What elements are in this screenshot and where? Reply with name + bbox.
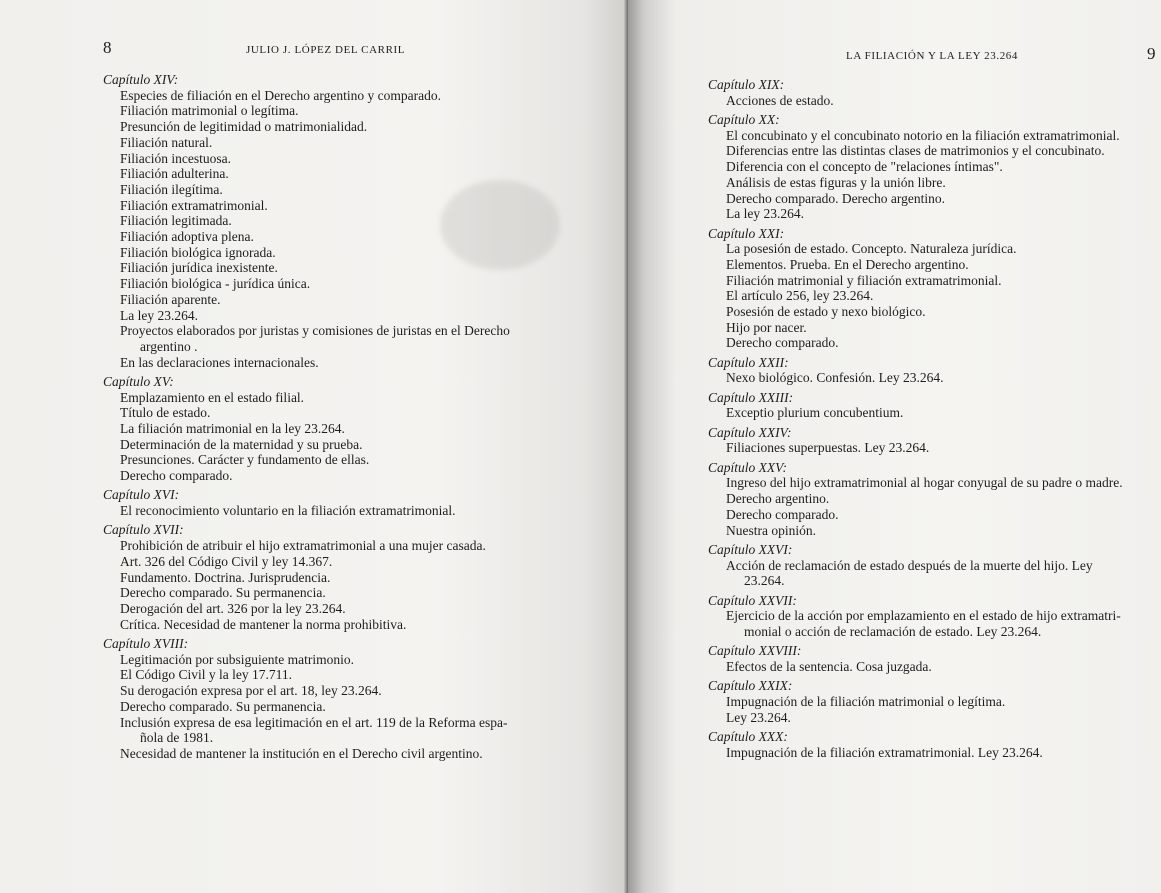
chapter-item: Necesidad de mantener la institución en el Derecho civil argentino.: [120, 745, 483, 761]
chapter-item: El reconocimiento voluntario en la filiación extramatrimonial.: [120, 503, 456, 519]
chapter-entry: [708, 390, 1160, 421]
chapter-title: Capítulo XXVI:: [708, 541, 793, 557]
chapter-item: Presunción de legitimidad o matrimonialidad.: [120, 119, 368, 135]
chapter-title: Capítulo XIV:: [103, 72, 179, 87]
chapter-title: Capítulo XVI:: [103, 487, 180, 503]
chapter-item: Emplazamiento en el estado filial.: [120, 389, 305, 405]
chapter-title: Capítulo XXVII:: [708, 592, 797, 608]
chapter-item: Determinación de la maternidad y su prueba.: [120, 436, 363, 452]
chapter-item: Filiación adulterina.: [120, 166, 229, 182]
chapter-item: Filiación adoptiva plena.: [120, 229, 254, 245]
chapter-item: Derogación del art. 326 por la ley 23.264.: [120, 600, 346, 616]
chapter-title: Capítulo XX:: [708, 112, 780, 127]
chapter-item: Efectos de la sentencia. Cosa juzgada.: [726, 658, 932, 674]
chapter-entry: [708, 355, 1160, 386]
chapter-item: Legitimación por subsiguiente matrimonio.: [120, 651, 354, 667]
chapter-title: Capítulo XVII:: [103, 522, 184, 538]
running-head-right: LA FILIACIÓN Y LA LEY 23.264: [846, 50, 1019, 62]
chapter-entry: [103, 636, 558, 762]
chapter-item: Ley 23.264.: [726, 709, 791, 725]
chapter-entry: [708, 678, 1160, 725]
chapter-title: Capítulo XXII:: [708, 354, 789, 370]
chapter-item: Derecho comparado.: [726, 506, 839, 522]
chapter-item: Título de estado.: [120, 405, 211, 421]
chapter-item: Filiación ilegítima.: [120, 181, 223, 197]
chapter-title: Capítulo XXX:: [708, 728, 788, 744]
chapter-item: Posesión de estado y nexo biológico.: [726, 304, 926, 320]
chapter-item: Acción de reclamación de estado después de la muerte del hijo. Ley: [726, 557, 1093, 573]
chapter-entry: [708, 460, 1160, 539]
right-page: [628, 0, 1161, 893]
chapter-item: En las declaraciones internacionales.: [120, 354, 319, 370]
chapter-entry: [708, 729, 1160, 760]
chapter-item: Elementos. Prueba. En el Derecho argentino.: [726, 256, 969, 272]
chapter-item-continuation: 23.264.: [744, 573, 785, 589]
chapter-title: Capítulo XXV:: [708, 459, 787, 475]
chapter-item: Proyectos elaborados por juristas y comisiones de juristas en el Derecho: [120, 323, 510, 339]
chapter-item-continuation: ñola de 1981.: [140, 730, 214, 746]
chapter-item: Su derogación expresa por el art. 18, ley 23.264.: [120, 683, 382, 699]
chapter-item: Filiación aparente.: [120, 291, 221, 307]
chapter-item: La ley 23.264.: [120, 307, 198, 323]
chapter-item: Filiación extramatrimonial.: [120, 197, 268, 213]
chapter-title: Capítulo XXVIII:: [708, 643, 802, 659]
chapter-entry: [103, 487, 558, 518]
toc-left: [103, 72, 558, 765]
chapter-item-continuation: argentino .: [140, 338, 198, 354]
chapter-item: Filiación natural.: [120, 134, 213, 150]
chapter-item: Nexo biológico. Confesión. Ley 23.264.: [726, 370, 944, 386]
chapter-item: La ley 23.264.: [726, 206, 804, 222]
chapter-item: El Código Civil y la ley 17.711.: [120, 667, 292, 683]
chapter-item: El artículo 256, ley 23.264.: [726, 288, 874, 304]
chapter-item: Crítica. Necesidad de mantener la norma prohibitiva.: [120, 616, 407, 632]
chapter-item: Análisis de estas figuras y la unión libre.: [726, 174, 946, 190]
chapter-item: Especies de filiación en el Derecho argentino y comparado.: [120, 87, 441, 103]
chapter-item: Derecho comparado. Su permanencia.: [120, 585, 326, 601]
chapter-item: Diferencias entre las distintas clases de matrimonios y el concubinato.: [726, 143, 1105, 159]
chapter-item: Impugnación de la filiación matrimonial o legítima.: [726, 693, 1006, 709]
chapter-entry: [708, 643, 1160, 674]
chapter-entry: [708, 77, 1160, 108]
chapter-item: Filiación legitimada.: [120, 213, 232, 229]
chapter-item: Filiación matrimonial y filiación extramatrimonial.: [726, 272, 1002, 288]
chapter-item: Derecho comparado. Derecho argentino.: [726, 190, 946, 206]
page-number-left: 8: [103, 38, 112, 57]
chapter-title: Capítulo XV:: [103, 373, 174, 389]
chapter-item: La posesión de estado. Concepto. Naturaleza jurídica.: [726, 241, 1017, 257]
chapter-title: Capítulo XXIV:: [708, 424, 792, 440]
running-head-left: JULIO J. LÓPEZ DEL CARRIL: [246, 44, 406, 56]
chapter-item: Ejercicio de la acción por emplazamiento en el estado de hijo extramatri-: [726, 608, 1121, 624]
chapter-item: Hijo por nacer.: [726, 319, 807, 335]
chapter-entry: [708, 593, 1160, 640]
chapter-item: Filiaciones superpuestas. Ley 23.264.: [726, 440, 930, 456]
chapter-item: Derecho argentino.: [726, 491, 830, 507]
chapter-title: Capítulo XXIX:: [708, 678, 793, 694]
chapter-title: Capítulo XXIII:: [708, 389, 794, 405]
chapter-item-continuation: monial o acción de reclamación de estado. Ley 23.264.: [744, 623, 1042, 639]
chapter-item: La filiación matrimonial en la ley 23.264.: [120, 421, 345, 437]
chapter-item: Filiación biológica ignorada.: [120, 244, 276, 260]
chapter-item: Derecho comparado.: [726, 335, 839, 351]
chapter-entry: [103, 522, 558, 632]
chapter-title: Capítulo XIX:: [708, 77, 785, 92]
toc-right: [708, 77, 1160, 764]
chapter-item: Filiación biológica - jurídica única.: [120, 276, 311, 292]
page-number-right: 9: [1147, 44, 1156, 63]
chapter-item: Presunciones. Carácter y fundamento de ellas.: [120, 452, 370, 468]
chapter-entry: [708, 425, 1160, 456]
chapter-item: El concubinato y el concubinato notorio en la filiación extramatrimonial.: [726, 127, 1120, 143]
chapter-item: Filiación incestuosa.: [120, 150, 231, 166]
chapter-item: Derecho comparado.: [120, 468, 233, 484]
chapter-item: Filiación matrimonial o legítima.: [120, 103, 299, 119]
chapter-item: Nuestra opinión.: [726, 522, 816, 538]
chapter-item: Inclusión expresa de esa legitimación en el art. 119 de la Reforma espa-: [120, 714, 508, 730]
chapter-title: Capítulo XXI:: [708, 225, 785, 241]
chapter-entry: [103, 72, 558, 370]
chapter-entry: [103, 374, 558, 484]
chapter-item: Art. 326 del Código Civil y ley 14.367.: [120, 553, 333, 569]
chapter-item: Diferencia con el concepto de "relaciones íntimas".: [726, 159, 1003, 175]
chapter-item: Ingreso del hijo extramatrimonial al hogar conyugal de su padre o madre.: [726, 475, 1123, 491]
chapter-item: Exceptio plurium concubentium.: [726, 405, 904, 421]
chapter-item: Prohibición de atribuir el hijo extramatrimonial a una mujer casada.: [120, 538, 486, 554]
chapter-title: Capítulo XVIII:: [103, 635, 189, 651]
chapter-item: Impugnación de la filiación extramatrimonial. Ley 23.264.: [726, 744, 1043, 760]
chapter-entry: [708, 112, 1160, 222]
chapter-entry: [708, 542, 1160, 589]
chapter-item: Filiación jurídica inexistente.: [120, 260, 278, 276]
chapter-entry: [708, 226, 1160, 352]
chapter-item: Derecho comparado. Su permanencia.: [120, 698, 326, 714]
chapter-item: Acciones de estado.: [726, 92, 834, 108]
chapter-item: Fundamento. Doctrina. Jurisprudencia.: [120, 569, 331, 585]
